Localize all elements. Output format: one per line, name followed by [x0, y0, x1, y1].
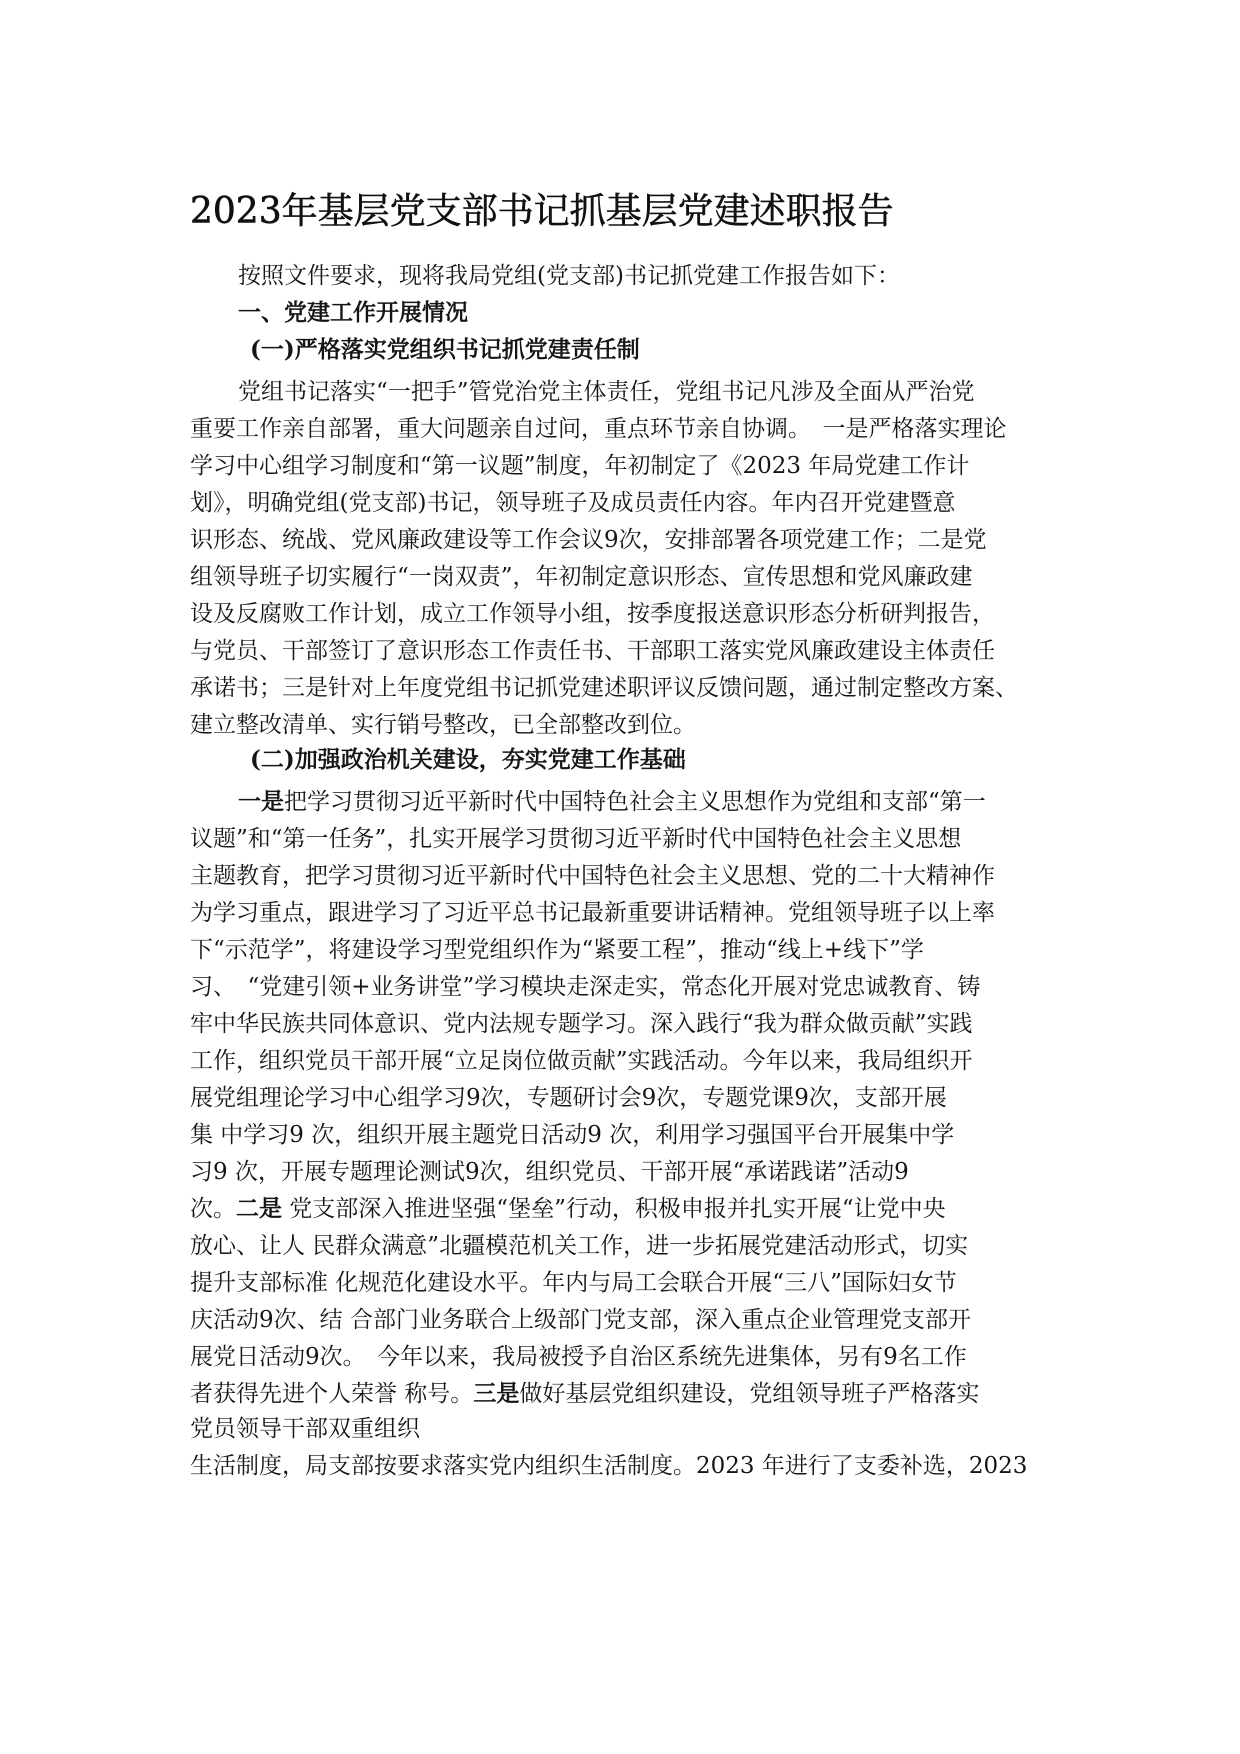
paragraph-line: 牢中华民族共同体意识、党内法规专题学习。深入践行“我为群众做贡献”实践: [190, 1011, 973, 1037]
paragraph-text: 党支部深入推进坚强“堡垒”行动，积极申报并扎实开展“让党中央: [282, 1196, 946, 1222]
paragraph-line: 建立整改清单、实行销号整改，已全部整改到位。: [190, 712, 696, 738]
paragraph-line: 展党组理论学习中心组学习9次，专题研讨会9次，专题党课9次，支部开展: [190, 1085, 947, 1111]
paragraph-line: [238, 787, 1098, 817]
section-heading-1: 一、党建工作开展情况: [238, 299, 468, 326]
paragraph-text: 者获得先进个人荣誉 称号。: [190, 1381, 474, 1407]
paragraph-line: 工作，组织党员干部开展“立足岗位做贡献”实践活动。今年以来，我局组织开: [190, 1048, 973, 1074]
paragraph-line: 习9 次，开展专题理论测试9次，组织党员、干部开展“承诺践诺”活动9: [190, 1159, 909, 1185]
paragraph-line: 集 中学习9 次，组织开展主题党日活动9 次，利用学习强国平台开展集中学: [190, 1122, 955, 1148]
paragraph-line: 为学习重点，跟进学习了习近平总书记最新重要讲话精神。党组领导班子以上率: [190, 900, 995, 926]
paragraph-line: 庆活动9次、结 合部门业务联合上级部门党支部，深入重点企业管理党支部开: [190, 1307, 971, 1333]
paragraph-line: 下“示范学”，将建设学习型党组织作为“紧要工程”，推动“线上+线下”学: [190, 937, 924, 963]
subsection-heading-1: (一)严格落实党组织书记抓党建责任制: [250, 336, 640, 363]
emphasis-label: 二是: [236, 1195, 282, 1222]
paragraph-line: 识形态、统战、党风廉政建设等工作会议9次，安排部署各项党建工作；二是党: [190, 527, 987, 553]
paragraph-line: 生活制度，局支部按要求落实党内组织生活制度。2023 年进行了支委补选，2023: [190, 1453, 1028, 1479]
subsection-heading-2: (二)加强政治机关建设，夯实党建工作基础: [250, 746, 686, 773]
paragraph-line: 组领导班子切实履行“一岗双责”，年初制定意识形态、宣传思想和党风廉政建: [190, 564, 973, 590]
emphasis-label: 三是: [473, 1380, 520, 1407]
paragraph-line: 党员领导干部双重组织: [190, 1416, 420, 1442]
paragraph-line: 学习中心组学习制度和“第一议题”制度，年初制定了《2023 年局党建工作计: [190, 453, 970, 479]
paragraph-line: 重要工作亲自部署，重大问题亲自过问，重点环节亲自协调。 一是严格落实理论: [190, 416, 1007, 442]
paragraph-line: 提升支部标准 化规范化建设水平。年内与局工会联合开展“三八”国际妇女节: [190, 1270, 957, 1296]
paragraph-text: 做好基层党组织建设，党组领导班子严格落实: [519, 1381, 980, 1407]
paragraph-line: [190, 1379, 1050, 1409]
intro-paragraph: 按照文件要求，现将我局党组(党支部)书记抓党建工作报告如下：: [238, 263, 900, 289]
paragraph-line: 与党员、干部签订了意识形态工作责任书、干部职工落实党风廉政建设主体责任: [190, 638, 995, 664]
emphasis-label: 一是: [238, 788, 284, 815]
paragraph-line: 议题”和“第一任务”，扎实开展学习贯彻习近平新时代中国特色社会主义思想: [190, 826, 962, 852]
paragraph-line: [190, 1194, 1050, 1224]
paragraph-line: 习、 “党建引领+业务讲堂”学习模块走深走实，常态化开展对党忠诚教育、铸: [190, 974, 981, 1000]
paragraph-line: 党组书记落实“一把手”管党治党主体责任，党组书记凡涉及全面从严治党: [238, 379, 975, 405]
paragraph-line: 划》，明确党组(党支部)书记，领导班子及成员责任内容。年内召开党建暨意: [190, 490, 956, 516]
paragraph-line: 主题教育，把学习贯彻习近平新时代中国特色社会主义思想、党的二十大精神作: [190, 863, 995, 889]
paragraph-line: 放心、让人 民群众满意”北疆模范机关工作，进一步拓展党建活动形式，切实: [190, 1233, 969, 1259]
paragraph-line: 设及反腐败工作计划，成立工作领导小组，按季度报送意识形态分析研判报告，: [190, 601, 995, 627]
paragraph-line: 承诺书；三是针对上年度党组书记抓党建述职评议反馈问题，通过制定整改方案、: [190, 675, 1018, 701]
paragraph-text: 次。: [190, 1196, 236, 1222]
paragraph-text: 把学习贯彻习近平新时代中国特色社会主义思想作为党组和支部“第一: [284, 789, 986, 815]
paragraph-line: 展党日活动9次。 今年以来，我局被授予自治区系统先进集体，另有9名工作: [190, 1344, 967, 1370]
document-title: 2023年基层党支部书记抓基层党建述职报告: [190, 191, 894, 232]
